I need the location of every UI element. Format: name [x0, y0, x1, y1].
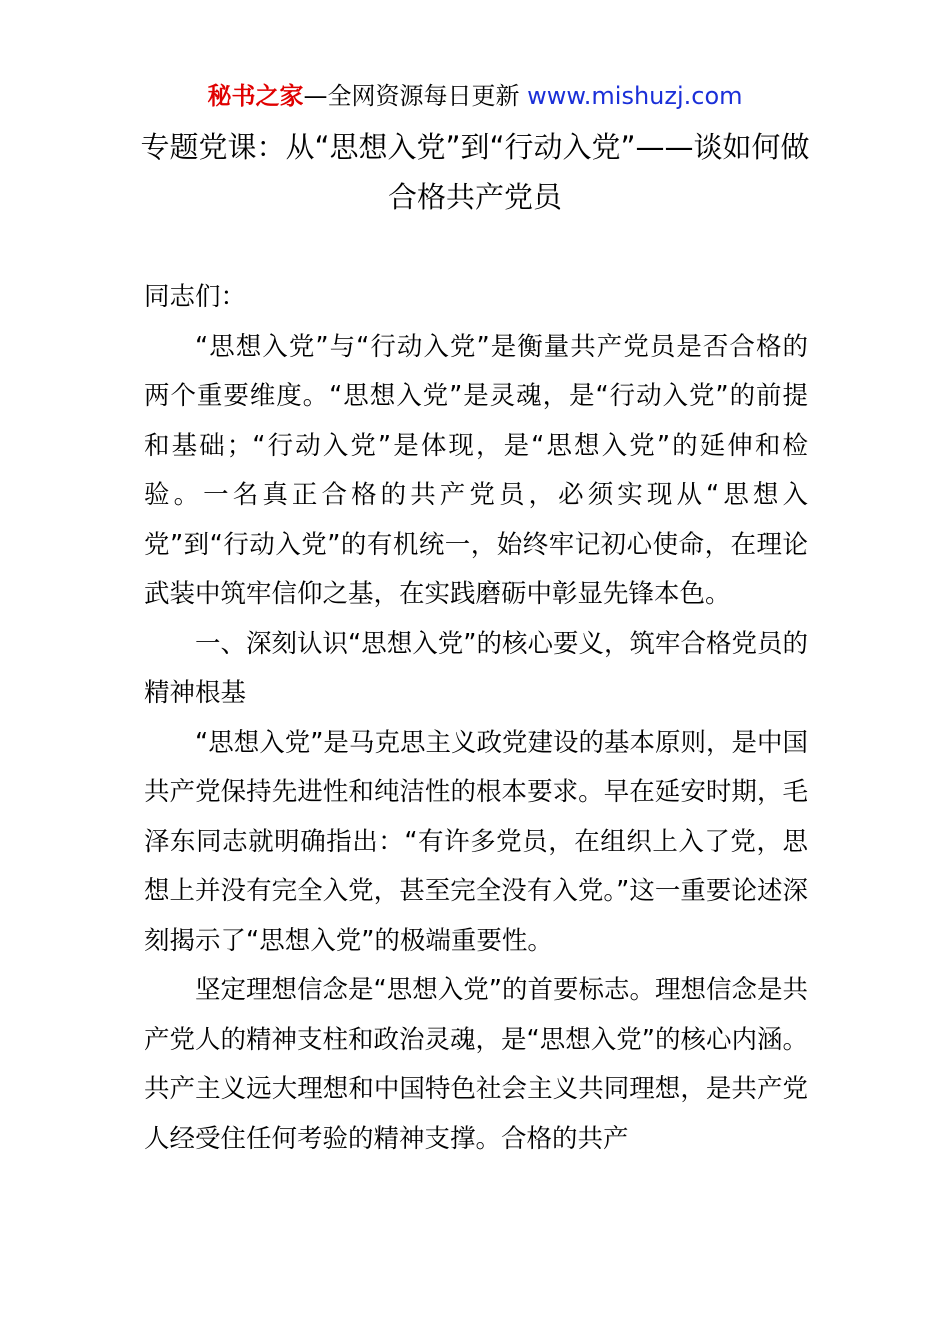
brand-name: 秘书之家: [207, 82, 304, 110]
site-url-link[interactable]: www.mishuzj.com: [527, 82, 743, 110]
paragraph: 坚定理想信念是“思想入党”的首要标志。理想信念是共产党人的精神支柱和政治灵魂，是“思想入党”的核心内涵。共产主义远大理想和中国特色社会主义共同理想，是共产党人经受住任何考验的精神支撑。合格的共产: [144, 975, 808, 1154]
greeting: 同志们：: [144, 282, 247, 312]
paragraph: “思想入党”是马克思主义政党建设的基本原则，是中国共产党保持先进性和纯洁性的根本要求。早在延安时期，毛泽东同志就明确指出：“有许多党员，在组织上入了党，思想上并没有完全入党，甚至完全没有入党。”这一重要论述深刻揭示了“思想入党”的极端重要性。: [144, 727, 808, 956]
document-body: [144, 273, 808, 1164]
header-tagline: —全网资源每日更新: [303, 82, 520, 110]
document-title: 专题党课：从“思想入党”到“行动入党”——谈如何做合格共产党员: [140, 130, 810, 214]
site-header: [0, 80, 950, 112]
paragraph-intro: “思想入党”与“行动入党”是衡量共产党员是否合格的两个重要维度。“思想入党”是灵魂，是“行动入党”的前提和基础；“行动入党”是体现，是“思想入党”的延伸和检验。一名真正合格的共产党员，必须实现从“思想入党”到“行动入党”的有机统一，始终牢记初心使命，在理论武装中筑牢信仰之基，在实践磨砺中彰显先锋本色。: [144, 331, 808, 609]
section-heading-1: 一、深刻认识“思想入党”的核心要义，筑牢合格党员的精神根基: [144, 628, 808, 708]
